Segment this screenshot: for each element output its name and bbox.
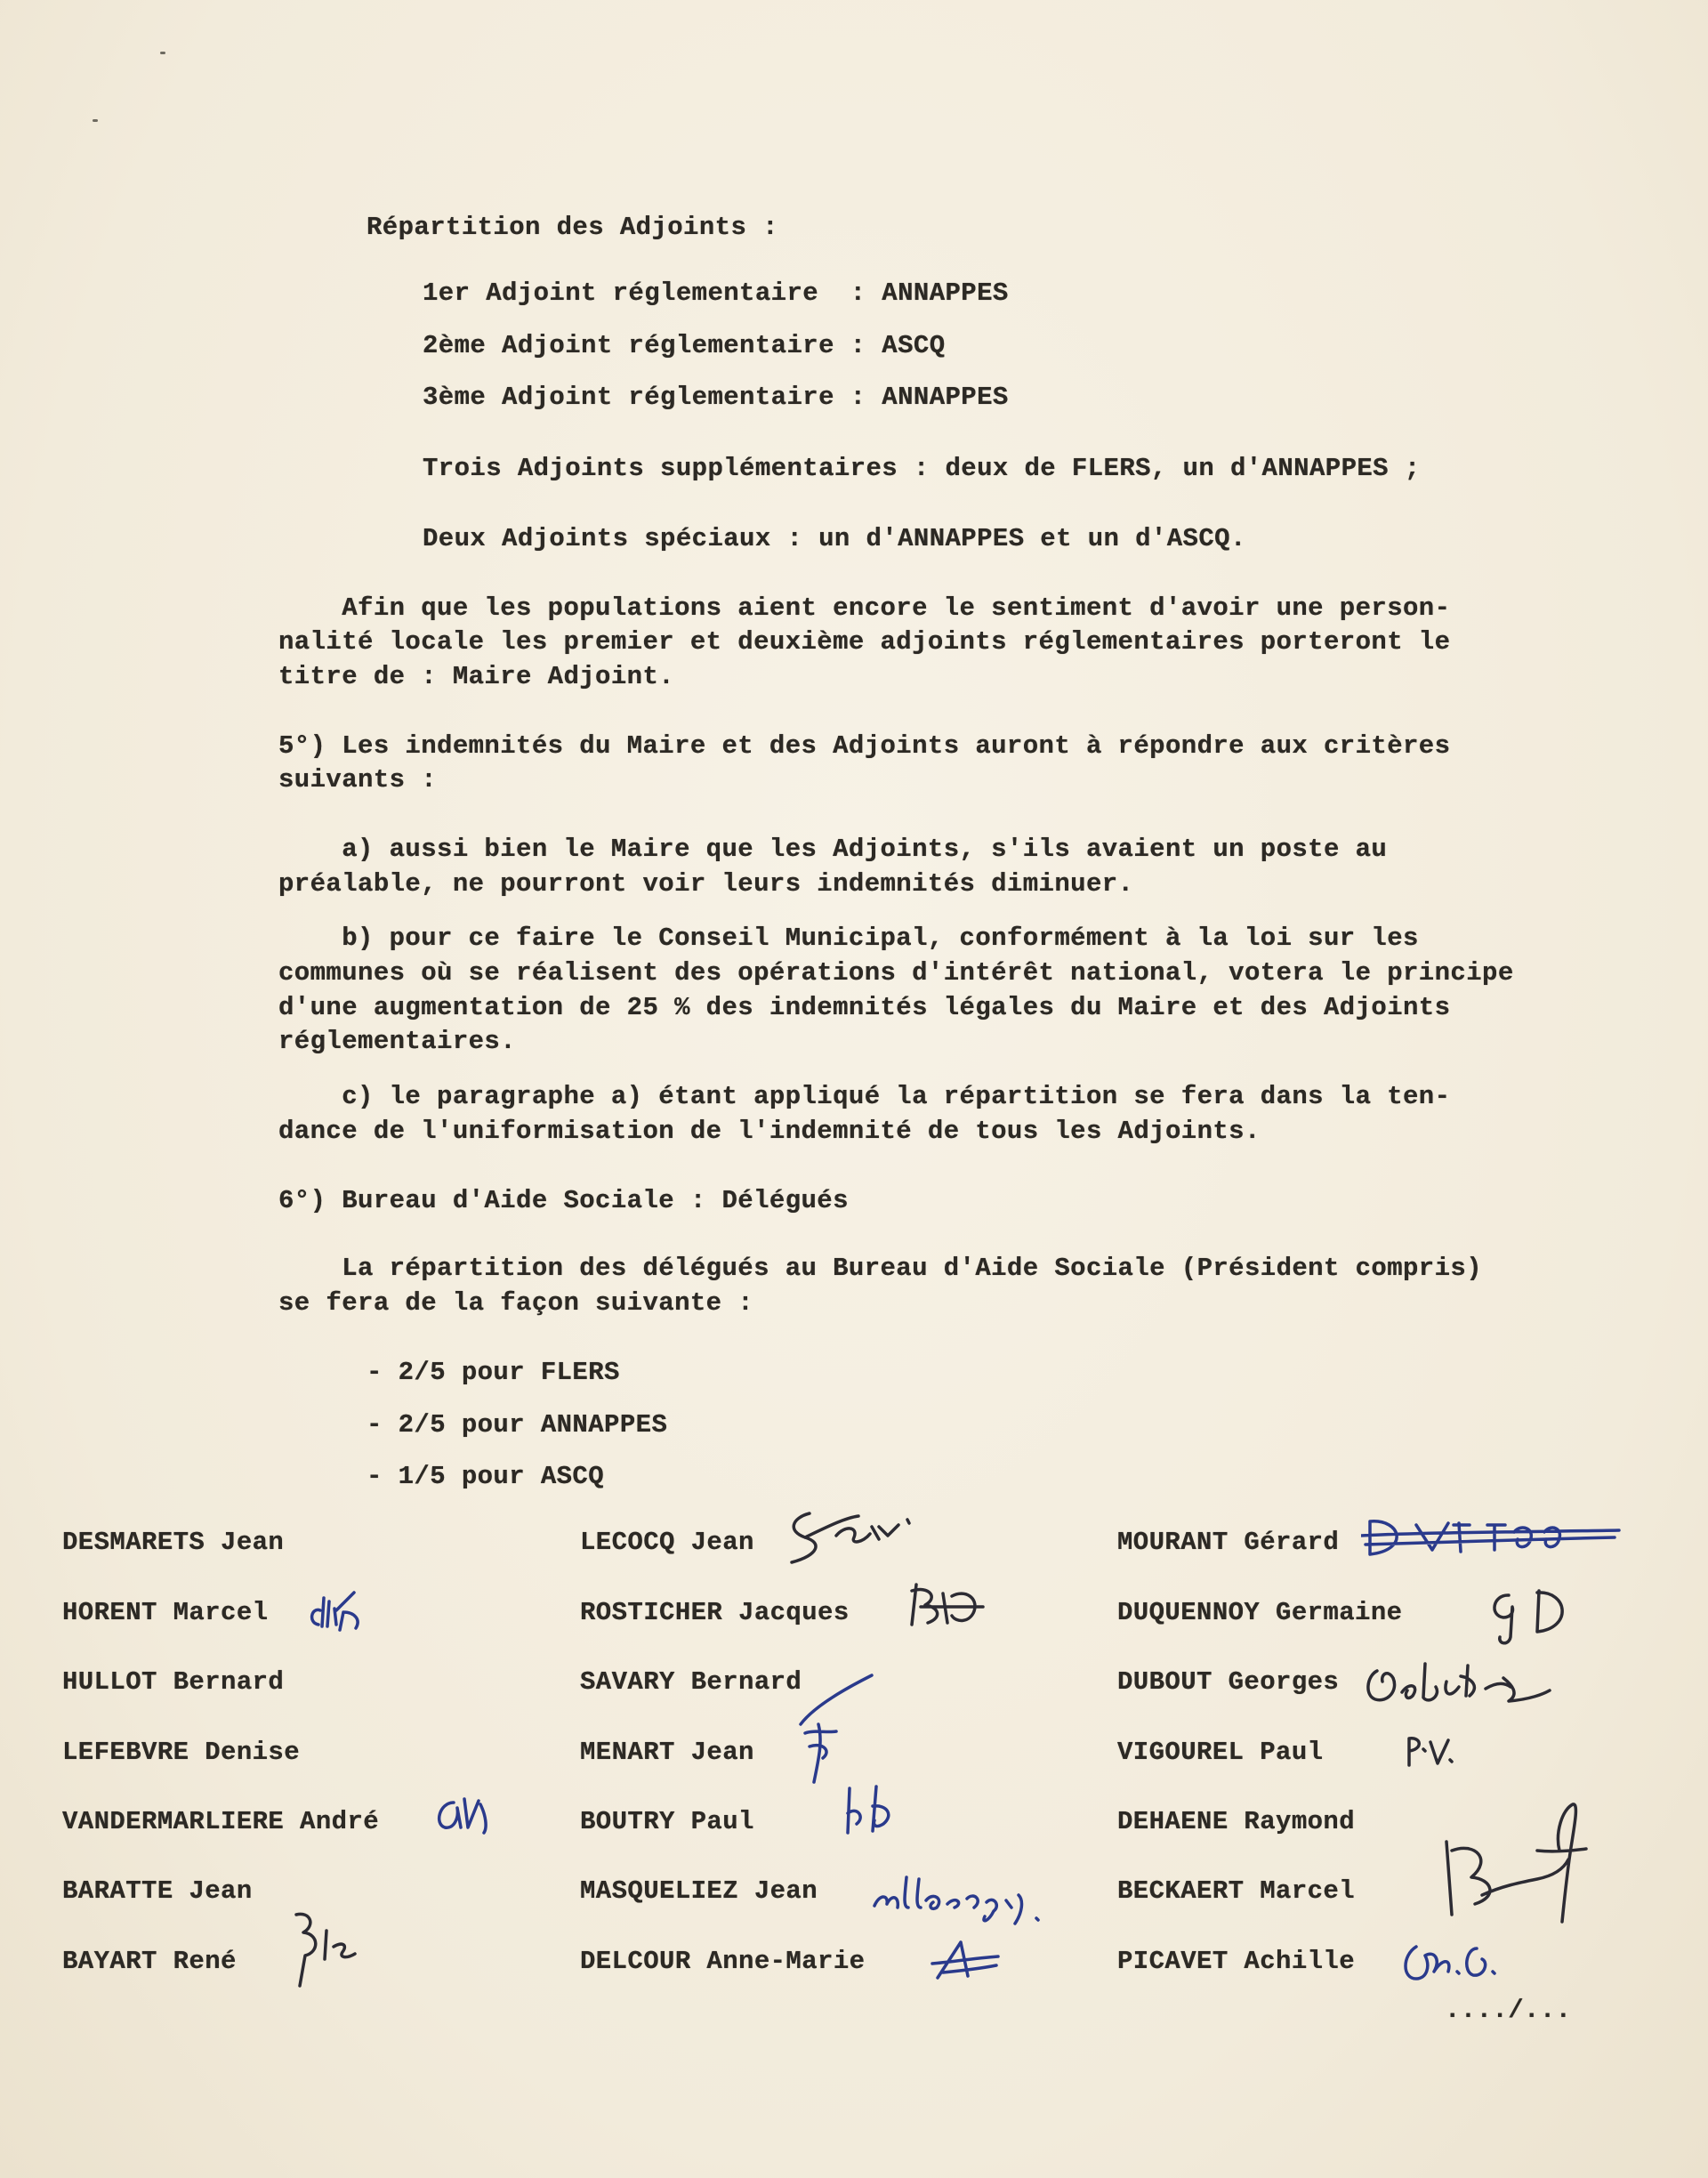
section5-c-line-2: dance de l'uniformisation de l'indemnité de tous les Adjoints. (278, 1117, 1261, 1146)
section5-a-line-1: a) aussi bien le Maire que les Adjoints, s'ils avaient un poste au (278, 835, 1388, 864)
signature-vandermarliere (429, 1788, 500, 1842)
signature-rosticher (903, 1580, 1001, 1634)
section5-title-line-1: 5°) Les indemnités du Maire et des Adjoints auront à répondre aux critères (278, 731, 1451, 761)
section5-b-line-2: communes où se réalisent des opérations d'intérêt national, votera le principe (278, 958, 1514, 988)
section5-b-line-4: réglementaires. (278, 1027, 517, 1056)
signatory-name: PICAVET Achille (1117, 1947, 1356, 1976)
signatory-name: BECKAERT Marcel (1117, 1876, 1356, 1906)
signatory-name: BARATTE Jean (62, 1876, 253, 1906)
signatory-name: DELCOUR Anne-Marie (580, 1947, 866, 1976)
section6-title: 6°) Bureau d'Aide Sociale : Délégués (278, 1186, 849, 1215)
signature-bayart (280, 1906, 369, 1990)
signature-picavet (1398, 1936, 1505, 1989)
signatory-name: DUBOUT Georges (1117, 1667, 1340, 1697)
signatory-name: MENART Jean (580, 1738, 754, 1767)
section6-intro-line-2: se fera de la façon suivante : (278, 1288, 754, 1318)
signatory-name: MASQUELIEZ Jean (580, 1876, 818, 1906)
paragraph-afin-line-3: titre de : Maire Adjoint. (278, 662, 675, 691)
section6-intro-line-1: La répartition des délégués au Bureau d'Aide Sociale (Président compris) (278, 1254, 1483, 1283)
paragraph-afin-line-2: nalité locale les premier et deuxième adjoints réglementaires porteront le (278, 627, 1451, 657)
adjoint-3: 3ème Adjoint réglementaire : ANNAPPES (423, 383, 1009, 412)
signature-masqueliez (867, 1868, 1054, 1931)
signatory-name: DESMARETS Jean (62, 1528, 285, 1557)
signatory-name: HULLOT Bernard (62, 1667, 285, 1697)
section6-item-annappes: - 2/5 pour ANNAPPES (367, 1410, 668, 1440)
section5-b-line-3: d'une augmentation de 25 % des indemnités légales du Maire et des Adjoints (278, 993, 1451, 1022)
continuation-mark: ..../... (1445, 1996, 1572, 2025)
signatory-name: BAYART René (62, 1947, 237, 1976)
paper-speck (93, 119, 98, 122)
signatory-name: ROSTICHER Jacques (580, 1598, 850, 1627)
signatory-name: DUQUENNOY Germaine (1117, 1598, 1403, 1627)
section6-item-ascq: - 1/5 pour ASCQ (367, 1462, 605, 1491)
signatory-name: VANDERMARLIERE André (62, 1807, 380, 1836)
signatory-name: LEFEBVRE Denise (62, 1738, 301, 1767)
signatory-name: LECOCQ Jean (580, 1528, 754, 1557)
signature-vigourel (1404, 1733, 1457, 1769)
adjoint-1: 1er Adjoint réglementaire : ANNAPPES (423, 278, 1009, 308)
signature-dubout (1361, 1655, 1552, 1717)
signatory-name: BOUTRY Paul (580, 1807, 754, 1836)
signature-horent (304, 1585, 375, 1639)
signatory-name: VIGOUREL Paul (1117, 1738, 1324, 1767)
signature-lecocq (774, 1500, 952, 1580)
section5-title-line-2: suivants : (278, 765, 438, 795)
section6-item-flers: - 2/5 pour FLERS (367, 1358, 620, 1387)
signature-mourant-struck (1361, 1505, 1628, 1568)
heading-repartition: Répartition des Adjoints : (367, 213, 778, 242)
signature-beckaert (1439, 1797, 1591, 1926)
signature-boutry (841, 1779, 912, 1846)
signature-delcour (925, 1935, 1005, 1988)
signatory-name: HORENT Marcel (62, 1598, 269, 1627)
signatory-name: SAVARY Bernard (580, 1667, 802, 1697)
adjoints-speciaux: Deux Adjoints spéciaux : un d'ANNAPPES et un d'ASCQ. (423, 524, 1246, 553)
signature-menart (783, 1671, 881, 1787)
paragraph-afin-line-1: Afin que les populations aient encore le sentiment d'avoir une person- (278, 593, 1451, 623)
section5-c-line-1: c) le paragraphe a) étant appliqué la répartition se fera dans la ten- (278, 1082, 1451, 1111)
section5-a-line-2: préalable, ne pourront voir leurs indemnités diminuer. (278, 869, 1134, 899)
section5-b-line-1: b) pour ce faire le Conseil Municipal, conformément à la loi sur les (278, 924, 1419, 953)
adjoints-supplementaires: Trois Adjoints supplémentaires : deux de FLERS, un d'ANNAPPES ; (423, 454, 1421, 483)
signatory-name: DEHAENE Raymond (1117, 1807, 1356, 1836)
signatory-name: MOURANT Gérard (1117, 1528, 1340, 1557)
adjoint-2: 2ème Adjoint réglementaire : ASCQ (423, 331, 946, 360)
paper-speck (160, 52, 165, 54)
signature-duquennoy (1484, 1582, 1582, 1649)
